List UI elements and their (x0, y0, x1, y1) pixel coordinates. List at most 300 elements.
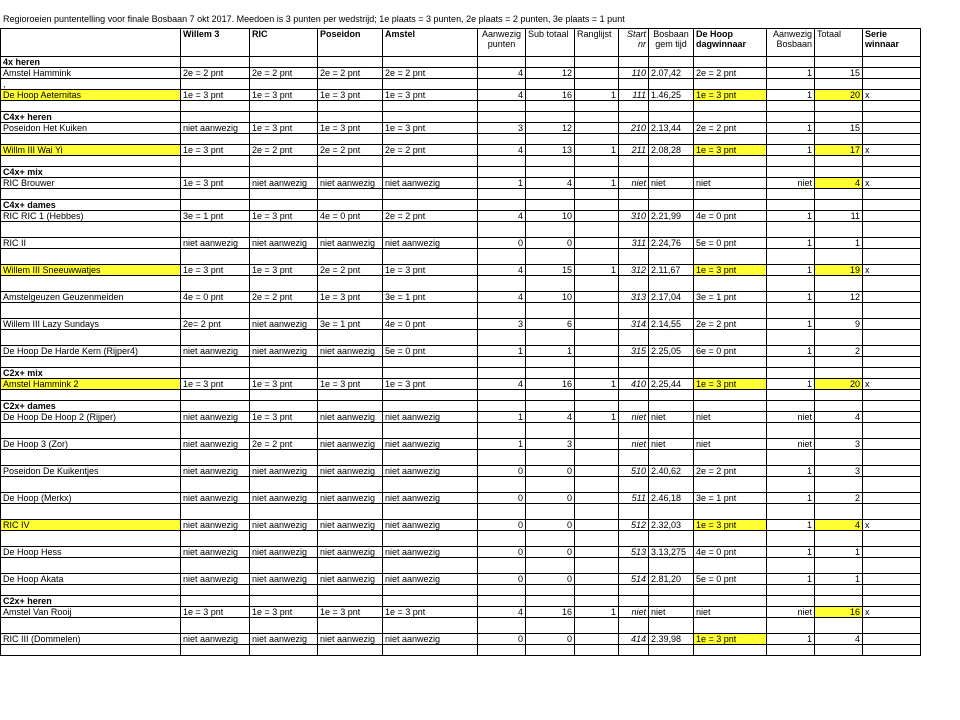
willem3-cell: niet aanwezig (181, 634, 250, 645)
empty-cell (575, 249, 619, 265)
aanwezig-bosbaan-cell: 1 (767, 238, 815, 249)
willem3-cell: niet aanwezig (181, 123, 250, 134)
empty-cell (318, 401, 383, 412)
start-nr-cell: 311 (619, 238, 649, 249)
gem-tijd-cell: 2.25,05 (649, 346, 694, 357)
willem3-cell: niet aanwezig (181, 493, 250, 504)
start-nr-cell: 314 (619, 319, 649, 330)
spacer-row (1, 303, 921, 319)
empty-cell (619, 450, 649, 466)
separator-cell (1, 156, 181, 167)
start-nr-cell: 211 (619, 145, 649, 156)
empty-cell (383, 368, 478, 379)
empty-cell (181, 222, 250, 238)
aanwezig-bosbaan-cell: niet (767, 439, 815, 450)
amstel-cell: 1e = 3 pnt (383, 379, 478, 390)
aanwezig-bosbaan-cell: niet (767, 607, 815, 618)
sub-totaal-cell: 4 (526, 412, 575, 423)
empty-cell (318, 390, 383, 401)
aanwezig-punten-cell: 4 (478, 211, 526, 222)
empty-cell (863, 450, 921, 466)
empty-cell (649, 390, 694, 401)
dagwinnaar-cell: 5e = 0 pnt (694, 574, 767, 585)
empty-cell (526, 558, 575, 574)
empty-cell (767, 401, 815, 412)
start-nr-cell: 414 (619, 634, 649, 645)
spacer-row (1, 618, 921, 634)
empty-cell (863, 101, 921, 112)
empty-cell (478, 585, 526, 596)
empty-cell (767, 645, 815, 656)
aanwezig-punten-cell: 1 (478, 439, 526, 450)
amstel-cell: 1e = 3 pnt (383, 90, 478, 101)
empty-cell (863, 401, 921, 412)
aanwezig-punten-cell: 3 (478, 319, 526, 330)
aanwezig-bosbaan-cell: 1 (767, 520, 815, 531)
empty-cell (318, 423, 383, 439)
empty-cell (863, 167, 921, 178)
empty-cell (619, 167, 649, 178)
empty-cell (318, 618, 383, 634)
ranglijst-cell (575, 634, 619, 645)
empty-cell (383, 531, 478, 547)
poseidon-cell: niet aanwezig (318, 634, 383, 645)
empty-cell (250, 531, 318, 547)
empty-cell (863, 357, 921, 368)
empty-cell (1, 450, 181, 466)
aanwezig-punten-cell: 4 (478, 68, 526, 79)
ranglijst-cell: 1 (575, 607, 619, 618)
team-name-cell: De Hoop De Harde Kern (Rijper4) (1, 346, 181, 357)
empty-cell (863, 134, 921, 145)
empty-cell (318, 276, 383, 292)
separator-cell: , (1, 79, 181, 90)
gem-tijd-cell: 2.46,18 (649, 493, 694, 504)
serie-winnaar-cell: x (863, 178, 921, 189)
empty-cell (575, 618, 619, 634)
team-name-cell: De Hoop Aeternitas (1, 90, 181, 101)
empty-cell (1, 276, 181, 292)
empty-cell (478, 112, 526, 123)
ranglijst-cell: 1 (575, 178, 619, 189)
team-name-cell: Willem III Lazy Sundays (1, 319, 181, 330)
dagwinnaar-cell: 5e = 0 pnt (694, 238, 767, 249)
page-title: Regioroeien puntentelling voor finale Bosbaan 7 okt 2017. Meedoen is 3 punten per wedstrijd; 1e plaats = 3 punten, 2e plaats = 2 punten, 3e plaats = 1 punt (3, 14, 625, 24)
aanwezig-bosbaan-cell: 1 (767, 493, 815, 504)
spacer-row (1, 222, 921, 238)
empty-cell (181, 79, 250, 90)
empty-cell (619, 101, 649, 112)
empty-cell (767, 450, 815, 466)
serie-winnaar-cell (863, 439, 921, 450)
ric-cell: niet aanwezig (250, 493, 318, 504)
totaal-cell: 4 (815, 178, 863, 189)
empty-cell (694, 101, 767, 112)
empty-cell (767, 156, 815, 167)
empty-cell (575, 101, 619, 112)
willem3-cell: niet aanwezig (181, 412, 250, 423)
gem-tijd-cell: 2.11,67 (649, 265, 694, 276)
dagwinnaar-cell: 3e = 1 pnt (694, 292, 767, 303)
willem3-cell: 1e = 3 pnt (181, 607, 250, 618)
empty-cell (526, 450, 575, 466)
start-nr-cell: 514 (619, 574, 649, 585)
empty-cell (1, 330, 181, 346)
empty-cell (478, 450, 526, 466)
empty-cell (181, 423, 250, 439)
gem-tijd-cell: 2.81,20 (649, 574, 694, 585)
empty-cell (318, 189, 383, 200)
empty-cell (694, 401, 767, 412)
gem-tijd-cell: 2.21,99 (649, 211, 694, 222)
ranglijst-cell (575, 346, 619, 357)
empty-cell (815, 368, 863, 379)
start-nr-cell: 310 (619, 211, 649, 222)
empty-cell (649, 101, 694, 112)
aanwezig-punten-cell: 1 (478, 178, 526, 189)
empty-cell (767, 423, 815, 439)
amstel-cell: 1e = 3 pnt (383, 265, 478, 276)
team-name-cell: De Hoop (Merkx) (1, 493, 181, 504)
header-cell-de-hoop-dagwinnaar: De Hoop dagwinnaar (694, 29, 767, 57)
empty-cell (250, 79, 318, 90)
empty-cell (383, 596, 478, 607)
serie-winnaar-cell (863, 547, 921, 558)
poseidon-cell: 1e = 3 pnt (318, 607, 383, 618)
empty-cell (318, 645, 383, 656)
empty-cell (649, 222, 694, 238)
team-name-cell: RIC IV (1, 520, 181, 531)
empty-cell (575, 645, 619, 656)
serie-winnaar-cell (863, 412, 921, 423)
empty-cell (181, 596, 250, 607)
empty-cell (649, 330, 694, 346)
aanwezig-bosbaan-cell: 1 (767, 466, 815, 477)
totaal-cell: 3 (815, 466, 863, 477)
empty-cell (694, 558, 767, 574)
empty-cell (694, 200, 767, 211)
empty-cell (478, 134, 526, 145)
empty-cell (619, 401, 649, 412)
empty-cell (318, 585, 383, 596)
empty-cell (767, 167, 815, 178)
empty-cell (575, 276, 619, 292)
empty-cell (649, 504, 694, 520)
empty-cell (649, 368, 694, 379)
poseidon-cell: 1e = 3 pnt (318, 379, 383, 390)
empty-cell (649, 596, 694, 607)
dagwinnaar-cell: 2e = 2 pnt (694, 319, 767, 330)
empty-cell (383, 585, 478, 596)
ric-cell: 2e = 2 pnt (250, 292, 318, 303)
empty-cell (767, 276, 815, 292)
empty-cell (526, 189, 575, 200)
table-row (1, 319, 921, 330)
header-cell-start-nr: Start nr (619, 29, 649, 57)
empty-cell (694, 645, 767, 656)
empty-cell (694, 423, 767, 439)
aanwezig-punten-cell: 0 (478, 238, 526, 249)
empty-cell (526, 167, 575, 178)
empty-cell (181, 558, 250, 574)
willem3-cell: niet aanwezig (181, 439, 250, 450)
empty-cell (575, 585, 619, 596)
empty-cell (863, 368, 921, 379)
empty-cell (250, 390, 318, 401)
empty-cell (619, 200, 649, 211)
empty-cell (694, 134, 767, 145)
amstel-cell: niet aanwezig (383, 466, 478, 477)
ric-cell: niet aanwezig (250, 574, 318, 585)
empty-cell (181, 167, 250, 178)
empty-cell (383, 618, 478, 634)
empty-cell (318, 101, 383, 112)
table-row (1, 68, 921, 79)
empty-cell (181, 249, 250, 265)
serie-winnaar-cell: x (863, 520, 921, 531)
empty-cell (863, 558, 921, 574)
empty-cell (526, 249, 575, 265)
empty-cell (619, 368, 649, 379)
header-cell-willem3: Willem 3 (181, 29, 250, 57)
empty-cell (526, 618, 575, 634)
empty-cell (526, 156, 575, 167)
team-name-cell: De Hoop De Hoop 2 (Rijper) (1, 412, 181, 423)
amstel-cell: niet aanwezig (383, 493, 478, 504)
empty-cell (478, 368, 526, 379)
section-header-row (1, 596, 921, 607)
empty-cell (478, 357, 526, 368)
separator-row (1, 645, 921, 656)
empty-cell (318, 200, 383, 211)
poseidon-cell: niet aanwezig (318, 178, 383, 189)
empty-cell (383, 357, 478, 368)
table-row (1, 634, 921, 645)
empty-cell (619, 249, 649, 265)
ric-cell: 1e = 3 pnt (250, 412, 318, 423)
gem-tijd-cell: niet (649, 412, 694, 423)
table-row (1, 211, 921, 222)
dagwinnaar-cell: 1e = 3 pnt (694, 90, 767, 101)
dagwinnaar-cell: 6e = 0 pnt (694, 346, 767, 357)
aanwezig-punten-cell: 0 (478, 493, 526, 504)
amstel-cell: 5e = 0 pnt (383, 346, 478, 357)
empty-cell (815, 276, 863, 292)
empty-cell (318, 477, 383, 493)
sub-totaal-cell: 0 (526, 634, 575, 645)
start-nr-cell: 315 (619, 346, 649, 357)
totaal-cell: 1 (815, 238, 863, 249)
dagwinnaar-cell: 1e = 3 pnt (694, 634, 767, 645)
sub-totaal-cell: 0 (526, 547, 575, 558)
empty-cell (250, 401, 318, 412)
empty-cell (694, 477, 767, 493)
amstel-cell: niet aanwezig (383, 634, 478, 645)
empty-cell (318, 112, 383, 123)
dagwinnaar-cell: niet (694, 439, 767, 450)
ric-cell: niet aanwezig (250, 178, 318, 189)
serie-winnaar-cell (863, 211, 921, 222)
totaal-cell: 2 (815, 346, 863, 357)
separator-row (1, 101, 921, 112)
empty-cell (383, 134, 478, 145)
empty-cell (767, 79, 815, 90)
section-title: C2x+ mix (1, 368, 181, 379)
separator-row (1, 189, 921, 200)
amstel-cell: niet aanwezig (383, 574, 478, 585)
section-header-row (1, 401, 921, 412)
serie-winnaar-cell (863, 346, 921, 357)
empty-cell (526, 200, 575, 211)
totaal-cell: 20 (815, 379, 863, 390)
empty-cell (815, 585, 863, 596)
gem-tijd-cell: 3.13,275 (649, 547, 694, 558)
empty-cell (478, 596, 526, 607)
empty-cell (767, 222, 815, 238)
amstel-cell: niet aanwezig (383, 520, 478, 531)
empty-cell (649, 357, 694, 368)
serie-winnaar-cell (863, 574, 921, 585)
empty-cell (815, 79, 863, 90)
empty-cell (649, 531, 694, 547)
start-nr-cell: niet (619, 178, 649, 189)
team-name-cell: Amstel Hammink (1, 68, 181, 79)
empty-cell (649, 112, 694, 123)
serie-winnaar-cell (863, 68, 921, 79)
empty-cell (1, 477, 181, 493)
empty-cell (767, 200, 815, 211)
empty-cell (575, 330, 619, 346)
poseidon-cell: niet aanwezig (318, 547, 383, 558)
ric-cell: 1e = 3 pnt (250, 607, 318, 618)
team-name-cell: Willm III Wai Yi (1, 145, 181, 156)
empty-cell (767, 558, 815, 574)
empty-cell (250, 423, 318, 439)
empty-cell (526, 112, 575, 123)
start-nr-cell: 210 (619, 123, 649, 134)
sub-totaal-cell: 10 (526, 211, 575, 222)
ranglijst-cell (575, 238, 619, 249)
amstel-cell: niet aanwezig (383, 412, 478, 423)
amstel-cell: 1e = 3 pnt (383, 607, 478, 618)
empty-cell (619, 134, 649, 145)
empty-cell (619, 390, 649, 401)
aanwezig-bosbaan-cell: 1 (767, 547, 815, 558)
spacer-row (1, 276, 921, 292)
empty-cell (1, 222, 181, 238)
totaal-cell: 15 (815, 123, 863, 134)
poseidon-cell: 3e = 1 pnt (318, 319, 383, 330)
header-cell-sub-totaal: Sub totaal (526, 29, 575, 57)
willem3-cell: niet aanwezig (181, 574, 250, 585)
empty-cell (318, 57, 383, 68)
aanwezig-bosbaan-cell: 1 (767, 346, 815, 357)
aanwezig-bosbaan-cell: 1 (767, 123, 815, 134)
spacer-row (1, 531, 921, 547)
header-cell-bosbaan-gem-tijd: Bosbaan gem tijd (649, 29, 694, 57)
empty-cell (815, 222, 863, 238)
empty-cell (649, 249, 694, 265)
aanwezig-punten-cell: 0 (478, 520, 526, 531)
empty-cell (815, 57, 863, 68)
empty-cell (815, 423, 863, 439)
gem-tijd-cell: 2.40,62 (649, 466, 694, 477)
gem-tijd-cell: niet (649, 607, 694, 618)
empty-cell (250, 101, 318, 112)
empty-cell (619, 303, 649, 319)
aanwezig-bosbaan-cell: 1 (767, 634, 815, 645)
spacer-row (1, 423, 921, 439)
amstel-cell: niet aanwezig (383, 439, 478, 450)
ric-cell: niet aanwezig (250, 520, 318, 531)
empty-cell (181, 156, 250, 167)
empty-cell (815, 249, 863, 265)
empty-cell (619, 79, 649, 90)
separator-cell (1, 645, 181, 656)
separator-row (1, 134, 921, 145)
header-cell-totaal: Totaal (815, 29, 863, 57)
empty-cell (575, 79, 619, 90)
empty-cell (478, 276, 526, 292)
totaal-cell: 15 (815, 68, 863, 79)
aanwezig-bosbaan-cell: 1 (767, 319, 815, 330)
empty-cell (649, 303, 694, 319)
totaal-cell: 16 (815, 607, 863, 618)
section-title: 4x heren (1, 57, 181, 68)
empty-cell (478, 531, 526, 547)
empty-cell (619, 357, 649, 368)
ranglijst-cell (575, 466, 619, 477)
empty-cell (318, 357, 383, 368)
empty-cell (863, 276, 921, 292)
team-name-cell: RIC III (Dommelen) (1, 634, 181, 645)
willem3-cell: niet aanwezig (181, 520, 250, 531)
ranglijst-cell (575, 520, 619, 531)
ranglijst-cell: 1 (575, 412, 619, 423)
empty-cell (694, 450, 767, 466)
empty-cell (318, 368, 383, 379)
empty-cell (815, 330, 863, 346)
empty-cell (250, 112, 318, 123)
empty-cell (318, 79, 383, 90)
empty-cell (649, 558, 694, 574)
empty-cell (575, 401, 619, 412)
empty-cell (526, 390, 575, 401)
separator-row (1, 156, 921, 167)
table-row (1, 265, 921, 276)
separator-row (1, 357, 921, 368)
aanwezig-punten-cell: 3 (478, 123, 526, 134)
empty-cell (250, 303, 318, 319)
empty-cell (526, 504, 575, 520)
poseidon-cell: 1e = 3 pnt (318, 90, 383, 101)
start-nr-cell: 410 (619, 379, 649, 390)
empty-cell (575, 531, 619, 547)
empty-cell (649, 200, 694, 211)
dagwinnaar-cell: niet (694, 178, 767, 189)
empty-cell (694, 189, 767, 200)
totaal-cell: 2 (815, 493, 863, 504)
empty-cell (815, 200, 863, 211)
dagwinnaar-cell: 2e = 2 pnt (694, 123, 767, 134)
spacer-row (1, 450, 921, 466)
empty-cell (649, 423, 694, 439)
empty-cell (815, 596, 863, 607)
empty-cell (383, 249, 478, 265)
empty-cell (815, 645, 863, 656)
amstel-cell: niet aanwezig (383, 547, 478, 558)
empty-cell (181, 330, 250, 346)
